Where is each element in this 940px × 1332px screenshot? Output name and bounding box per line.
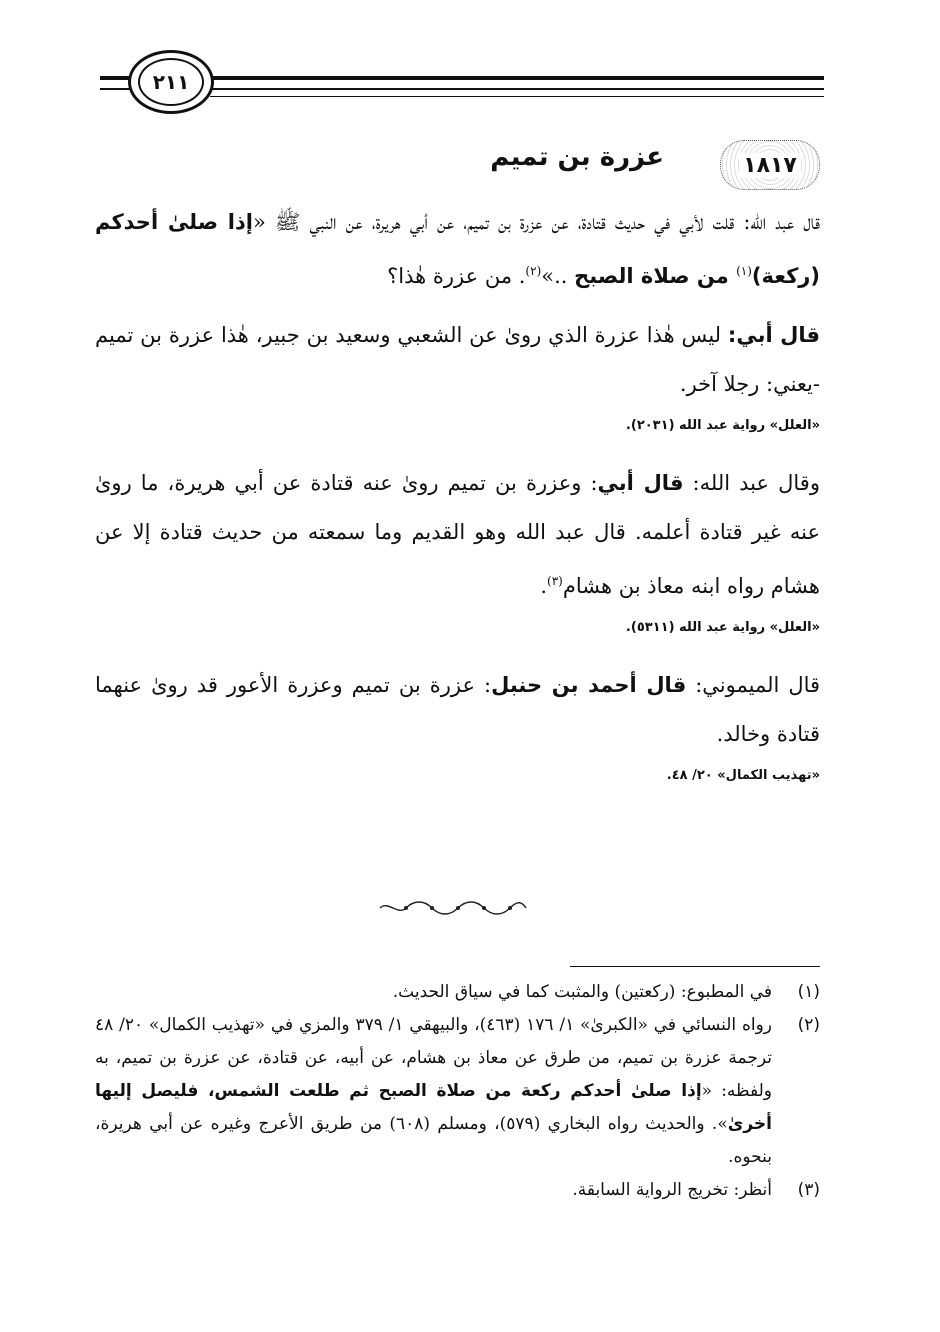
paragraph-1 [95,198,820,301]
hadith-text: إذا صلىٰ أحدكم (ركعة) [95,210,820,288]
footnote-number: (٣) [797,1180,820,1200]
footnotes [95,976,820,1207]
text-span: : وعزرة بن تميم روىٰ عنه قتادة عن أبي هريرة، ما روىٰ عنه غير قتادة أعلمه. قال عبد الله وهو القديم وما سمعته من حديث قتادة إلا عن هشام رواه ابنه معاذ بن هشام [95,471,820,598]
source-citation: «العلل» رواية عبد الله (٢٠٣١). [625,418,820,433]
footnote-number: (٢) [797,1015,820,1035]
footnote-2 [95,1009,820,1174]
paragraph-2 [95,311,820,409]
footnote-ref[interactable]: (٣) [547,574,563,588]
divider-ornament [378,898,528,918]
footnote-text [95,1009,772,1174]
footnote-ref[interactable]: (١) [736,264,752,278]
header-rule-thin [210,96,824,97]
entry-title: عزرة بن تميم [490,142,664,172]
text-span: . [540,574,548,598]
main-text [95,198,820,809]
page-number-frame [128,50,214,114]
hadith-text: من صلاة الصبح [574,264,737,288]
text-span: قال عبد الله: قلت لأبي في حديث قتادة، عن عزرة بن تميم، عن أبي هريرة، عن النبي ﷺ « [252,210,820,234]
speaker: قال أبي [597,471,684,495]
entry-number-badge [720,140,820,190]
text-span: ليس هٰذا عزرة الذي روىٰ عن الشعبي وسعيد بن جبير، هٰذا عزرة بن تميم -يعني: رجلا آخر. [95,323,820,396]
speaker: قال أحمد بن حنبل [491,673,687,697]
footnote-separator [570,966,820,967]
paragraph-3 [95,459,820,611]
text-span: وقال عبد الله: [692,471,820,495]
text-span: ». والحديث رواه البخاري (٥٧٩)، ومسلم (٦٠٨) من طريق الأعرج وغيره عن أبي هريرة، بنحوه. [95,1114,772,1167]
hadith-text: إذا صلىٰ أحدكم ركعة من صلاة الصبح ثم طلعت الشمس، فليصل إليها أخرىٰ [95,1081,772,1134]
source-citation: «العلل» رواية عبد الله (٥٣١١). [625,620,820,635]
text-span: رواه النسائي في «الكبرىٰ» ١/ ١٧٦ (٤٦٣)، والبيهقي ١/ ٣٧٩ والمزي في «تهذيب الكمال» ٢٠/ ٤٨ ترجمة عزرة بن تميم، من طرق عن معاذ بن هشام، عن أبيه، عن قتادة، عن عزرة بن تميم، به ولفظه: « [95,1015,772,1101]
footnote-text: أنظر: تخريج الرواية السابقة. [572,1180,772,1200]
text-span: . من عزرة هٰذا؟ [387,264,526,288]
text-span: : عزرة بن تميم وعزرة الأعور قد روىٰ عنهما قتادة وخالد. [95,673,820,746]
text-span: ..» [541,264,575,288]
text-span: قال الميموني: [686,673,821,697]
footnote-3 [95,1174,820,1207]
entry-number: ١٨١٧ [739,153,801,178]
footnote-1 [95,976,820,1009]
page-number: ٢١١ [152,70,190,94]
paragraph-4 [95,661,820,759]
footnote-text: في المطبوع: (ركعتين) والمثبت كما في سياق الحديث. [392,982,772,1002]
footnote-ref[interactable]: (٢) [525,264,542,278]
footnote-number: (١) [797,982,820,1002]
speaker: قال أبي: [727,323,820,347]
source-citation: «تهذيب الكمال» ٢٠/ ٤٨. [666,768,820,783]
